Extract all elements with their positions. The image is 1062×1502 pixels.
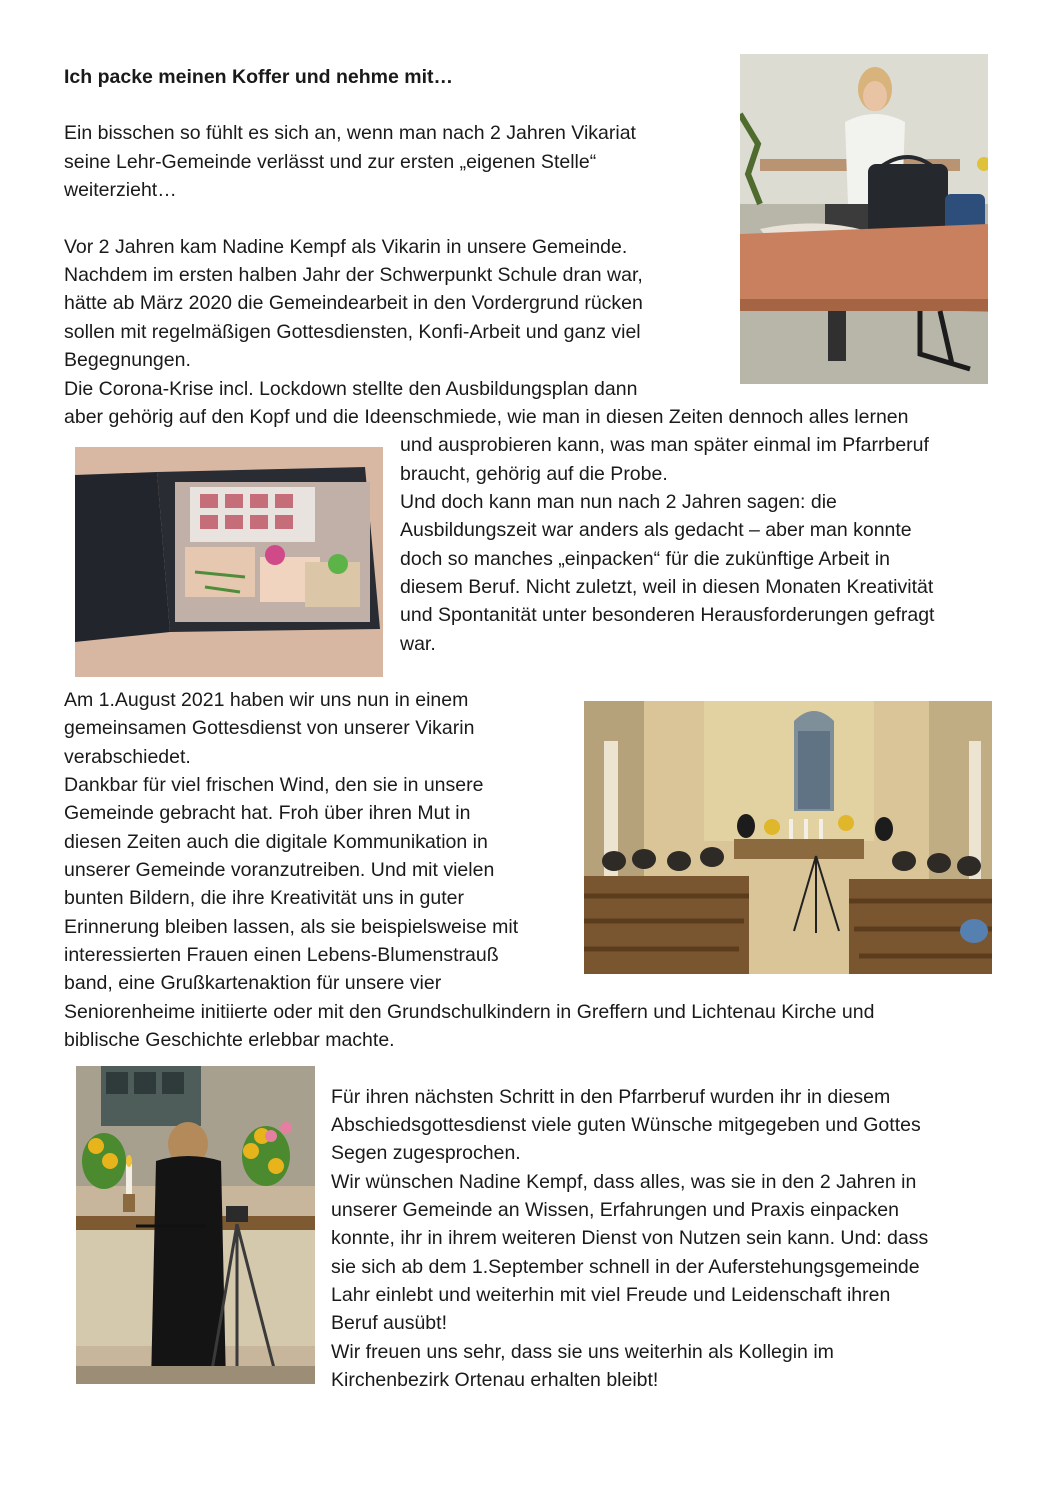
text-line: diesen Zeiten auch die digitale Kommunikation in <box>64 831 488 853</box>
text-line: Ein bisschen so fühlt es sich an, wenn man nach 2 Jahren Vikariat <box>64 122 636 144</box>
photo-church-service <box>584 701 992 974</box>
text-line: konnte, ihr in ihrem weiteren Dienst von Nutzen sein kann. Und: dass <box>331 1227 929 1249</box>
photo-open-suitcase <box>75 447 383 677</box>
text-line: Gemeinde gebracht hat. Froh über ihren Mut in <box>64 802 471 824</box>
text-line: Wir wünschen Nadine Kempf, dass alles, was sie in den 2 Jahren in <box>331 1171 917 1193</box>
photo-packing-suitcase <box>740 54 988 384</box>
text-line: Die Corona-Krise incl. Lockdown stellte den Ausbildungsplan dann <box>64 378 638 400</box>
text-line: unserer Gemeinde an Wissen, Erfahrungen und Praxis einpacken <box>331 1199 899 1221</box>
text-line: sollen mit regelmäßigen Gottesdiensten, Konfi-Arbeit und ganz viel <box>64 321 641 343</box>
text-line: Segen zugesprochen. <box>331 1142 521 1164</box>
text-line: Vor 2 Jahren kam Nadine Kempf als Vikarin in unsere Gemeinde. <box>64 236 628 258</box>
text-line: doch so manches „einpacken“ für die zukünftige Arbeit in <box>400 548 890 570</box>
text-line: Beruf ausübt! <box>331 1312 447 1334</box>
text-line: bunten Bildern, die ihre Kreativität uns in guter <box>64 887 464 909</box>
text-line: interessierten Frauen einen Lebens-Blumenstrauß <box>64 944 499 966</box>
text-line: diesem Beruf. Nicht zuletzt, weil in diesen Monaten Kreativität <box>400 576 934 598</box>
text-line: weiterzieht… <box>64 179 177 201</box>
text-line: Für ihren nächsten Schritt in den Pfarrberuf wurden ihr in diesem <box>331 1086 891 1108</box>
text-line: biblische Geschichte erlebbar machte. <box>64 1029 395 1051</box>
text-line: Seniorenheime initiierte oder mit den Grundschulkindern in Greffern und Lichtenau Kirche und <box>64 1001 875 1023</box>
text-line: braucht, gehörig auf die Probe. <box>400 463 668 485</box>
text-line: war. <box>400 633 436 655</box>
text-line: Erinnerung bleiben lassen, als sie beispielsweise mit <box>64 916 519 938</box>
text-line: Begegnungen. <box>64 349 191 371</box>
text-line: seine Lehr-Gemeinde verlässt und zur ersten „eigenen Stelle“ <box>64 151 597 173</box>
photo-vicar-at-altar <box>76 1066 315 1384</box>
text-line: und Spontanität unter besonderen Herausforderungen gefragt <box>400 604 935 626</box>
text-line: Am 1.August 2021 haben wir uns nun in einem <box>64 689 469 711</box>
text-line: Lahr einlebt und weiterhin mit viel Freude und Leidenschaft ihren <box>331 1284 891 1306</box>
text-line: Kirchenbezirk Ortenau erhalten bleibt! <box>331 1369 659 1391</box>
article-title: Ich packe meinen Koffer und nehme mit… <box>64 66 453 88</box>
text-line: verabschiedet. <box>64 746 191 768</box>
text-line: gemeinsamen Gottesdienst von unserer Vikarin <box>64 717 475 739</box>
text-line: Nachdem im ersten halben Jahr der Schwerpunkt Schule dran war, <box>64 264 643 286</box>
text-line: aber gehörig auf den Kopf und die Ideenschmiede, wie man in diesen Zeiten dennoch alles lernen <box>64 406 909 428</box>
text-line: Abschiedsgottesdienst viele guten Wünsche mitgegeben und Gottes <box>331 1114 921 1136</box>
text-line: Und doch kann man nun nach 2 Jahren sagen: die <box>400 491 837 513</box>
text-line: Dankbar für viel frischen Wind, den sie in unsere <box>64 774 484 796</box>
text-line: und ausprobieren kann, was man später einmal im Pfarrberuf <box>400 434 929 456</box>
text-line: Ausbildungszeit war anders als gedacht – aber man konnte <box>400 519 912 541</box>
text-line: sie sich ab dem 1.September schnell in der Auferstehungsgemeinde <box>331 1256 920 1278</box>
text-line: band, eine Grußkartenaktion für unsere vier <box>64 972 442 994</box>
text-line: Wir freuen uns sehr, dass sie uns weiterhin als Kollegin im <box>331 1341 834 1363</box>
text-line: unserer Gemeinde voranzutreiben. Und mit vielen <box>64 859 495 881</box>
text-line: hätte ab März 2020 die Gemeindearbeit in den Vordergrund rücken <box>64 292 643 314</box>
